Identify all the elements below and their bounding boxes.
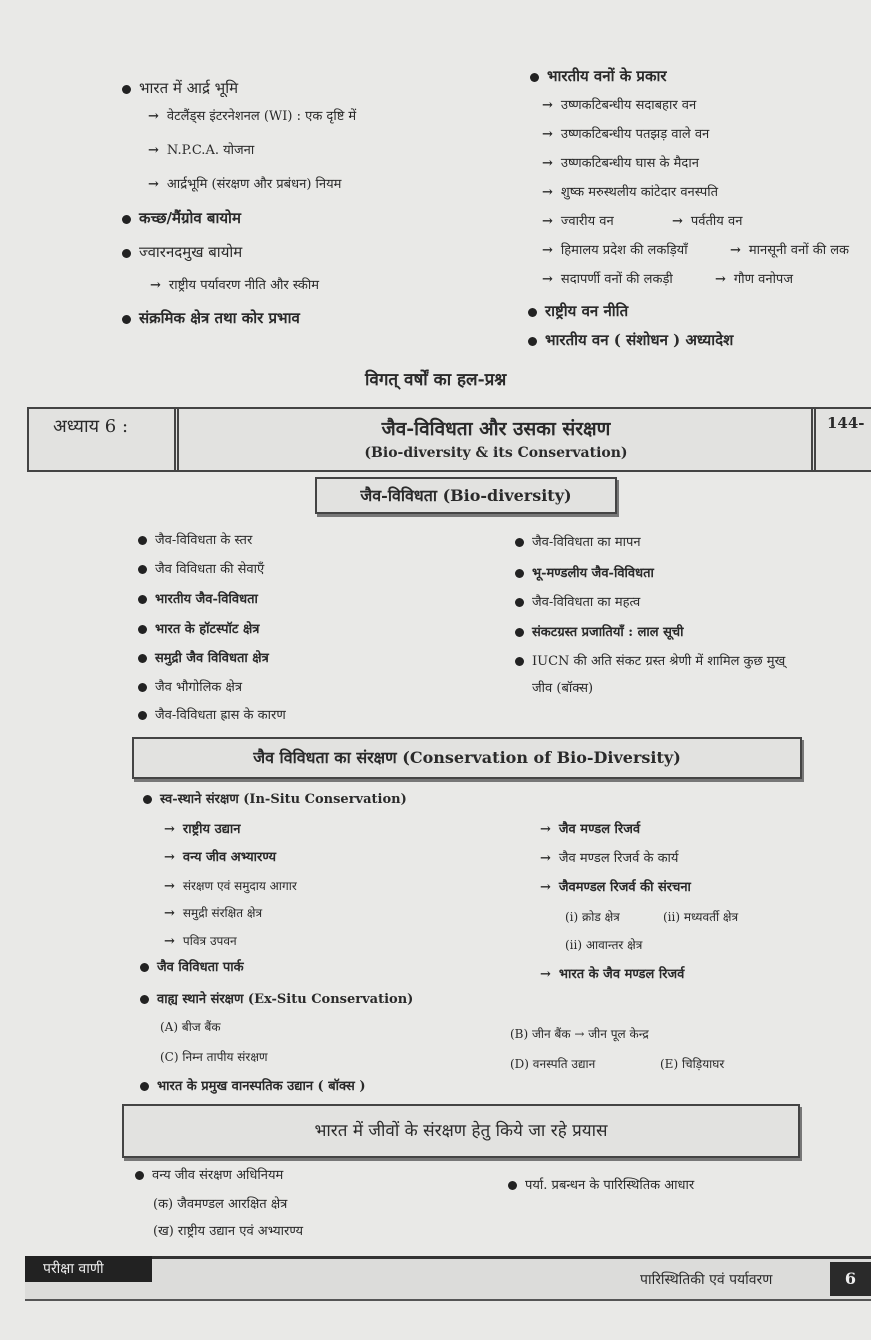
list-item: → N.P.C.A. योजना	[148, 141, 254, 161]
list-item: (E) चिड़ियाघर	[660, 1057, 725, 1071]
list-item: संक्रमिक क्षेत्र तथा कोर प्रभाव	[122, 308, 300, 328]
list-item: → राष्ट्रीय उद्यान	[164, 820, 241, 840]
chapter-title-cell	[181, 409, 816, 470]
list-item: IUCN की अति संकट ग्रस्त श्रेणी में शामिल कुछ मुख्	[515, 652, 785, 672]
chapter-label-cell	[29, 409, 179, 470]
page-number: 6	[830, 1262, 871, 1296]
list-item: समुद्री जैव विविधता क्षेत्र	[138, 649, 269, 669]
list-item: → वन्य जीव अभ्यारण्य	[164, 848, 276, 868]
footer-brand: परीक्षा वाणी	[25, 1256, 152, 1282]
list-item: कच्छ/मैंग्रोव बायोम	[122, 208, 241, 228]
section-heading-box	[132, 737, 802, 779]
list-item: → ज्वारीय वन	[542, 212, 614, 232]
list-item: (ख) राष्ट्रीय उद्यान एवं अभ्यारण्य	[153, 1224, 304, 1239]
list-item: → उष्णकटिबन्धीय घास के मैदान	[542, 154, 699, 174]
chapter-pages: 144-	[827, 414, 865, 432]
section-heading: जैव विविधता का संरक्षण (Conservation of Bio-Diversity)	[253, 748, 681, 767]
list-item: भारतीय जैव-विविधता	[138, 590, 258, 610]
solved-questions-heading: विगत् वर्षों का हल-प्रश्न	[365, 370, 507, 390]
chapter-title-english: (Bio-diversity & its Conservation)	[364, 445, 628, 461]
list-item: → आर्द्रभूमि (संरक्षण और प्रबंधन) नियम	[148, 175, 341, 195]
section-heading: भारत में जीवों के संरक्षण हेतु किये जा रहे प्रयास	[314, 1121, 608, 1141]
list-item: → उष्णकटिबन्धीय पतझड़ वाले वन	[542, 125, 709, 145]
list-item: जैव-विविधता ह्रास के कारण	[138, 706, 286, 726]
list-item: → मानसूनी वनों की लक	[730, 241, 849, 261]
section-heading: जैव-विविधता (Bio-diversity)	[360, 486, 572, 505]
list-item: वाह्य स्थाने संरक्षण (Ex-Situ Conservation)	[140, 990, 413, 1010]
list-item: भारत के हॉटस्पॉट क्षेत्र	[138, 620, 259, 640]
chapter-title-hindi: जैव-विविधता और उसका संरक्षण	[381, 418, 611, 440]
list-item: भू-मण्डलीय जैव-विविधता	[515, 564, 654, 584]
list-item: जैव विविधता पार्क	[140, 958, 244, 978]
list-item: (ii) मध्यवर्ती क्षेत्र	[663, 910, 739, 924]
list-item: (B) जीन बैंक → जीन पूल केन्द्र	[510, 1027, 649, 1041]
section-heading-box	[122, 1104, 800, 1158]
list-item: स्व-स्थाने संरक्षण (In-Situ Conservation)	[143, 790, 407, 810]
list-item: (i) क्रोड क्षेत्र	[565, 910, 620, 924]
list-item: जैव-विविधता का मापन	[515, 533, 641, 553]
list-item: → गौण वनोपज	[715, 270, 793, 290]
list-item: भारत में आर्द्र भूमि	[122, 78, 238, 98]
list-item: → वेटलैंड्स इंटरनेशनल (WI) : एक दृष्टि में	[148, 107, 356, 127]
chapter-label: अध्याय 6 :	[53, 416, 129, 437]
list-item: जैव-विविधता के स्तर	[138, 531, 252, 551]
footer-subject: पारिस्थितिकी एवं पर्यावरण	[640, 1272, 773, 1288]
section-heading-box	[315, 477, 617, 514]
list-item: → हिमालय प्रदेश की लकड़ियाँ	[542, 241, 688, 261]
list-item: पर्या. प्रबन्धन के पारिस्थितिक आधार	[508, 1176, 694, 1196]
list-item: (C) निम्न तापीय संरक्षण	[160, 1050, 268, 1064]
list-item: → पर्वतीय वन	[672, 212, 742, 232]
list-item: → सदापर्णी वनों की लकड़ी	[542, 270, 673, 290]
list-item: → उष्णकटिबन्धीय सदाबहार वन	[542, 96, 696, 116]
list-item: वन्य जीव संरक्षण अधिनियम	[135, 1166, 283, 1186]
list-item: (क) जैवमण्डल आरक्षित क्षेत्र	[153, 1197, 288, 1212]
list-item: → राष्ट्रीय पर्यावरण नीति और स्कीम	[150, 276, 319, 296]
list-item: (D) वनस्पति उद्यान	[510, 1057, 596, 1071]
chapter-header	[27, 407, 871, 472]
list-item: जैव विविधता की सेवाएँ	[138, 560, 264, 580]
list-item: → पवित्र उपवन	[164, 931, 237, 952]
list-item: → समुद्री संरक्षित क्षेत्र	[164, 903, 262, 924]
list-item: राष्ट्रीय वन नीति	[528, 301, 628, 321]
list-item: भारतीय वन ( संशोधन ) अध्यादेश	[528, 330, 733, 350]
list-item: → जैव मण्डल रिजर्व	[540, 820, 640, 840]
list-item: जैव-विविधता का महत्व	[515, 593, 640, 613]
list-item: → जैव मण्डल रिजर्व के कार्य	[540, 849, 678, 869]
list-item: (A) बीज बैंक	[160, 1020, 221, 1034]
list-item: जीव (बॉक्स)	[532, 681, 594, 696]
list-item: संकटग्रस्त प्रजातियाँ : लाल सूची	[515, 623, 684, 643]
list-item: → भारत के जैव मण्डल रिजर्व	[540, 965, 684, 985]
list-item: (ii) आवान्तर क्षेत्र	[565, 938, 643, 952]
list-item: जैव भौगोलिक क्षेत्र	[138, 678, 242, 698]
list-item: → जैवमण्डल रिजर्व की संरचना	[540, 878, 691, 898]
list-item: भारतीय वनों के प्रकार	[530, 66, 667, 86]
list-item: → संरक्षण एवं समुदाय आगार	[164, 876, 297, 897]
list-item: → शुष्क मरुस्थलीय कांटेदार वनस्पति	[542, 183, 718, 203]
list-item: भारत के प्रमुख वानस्पतिक उद्यान ( बॉक्स )	[140, 1077, 366, 1097]
list-item: ज्वारनदमुख बायोम	[122, 242, 242, 262]
